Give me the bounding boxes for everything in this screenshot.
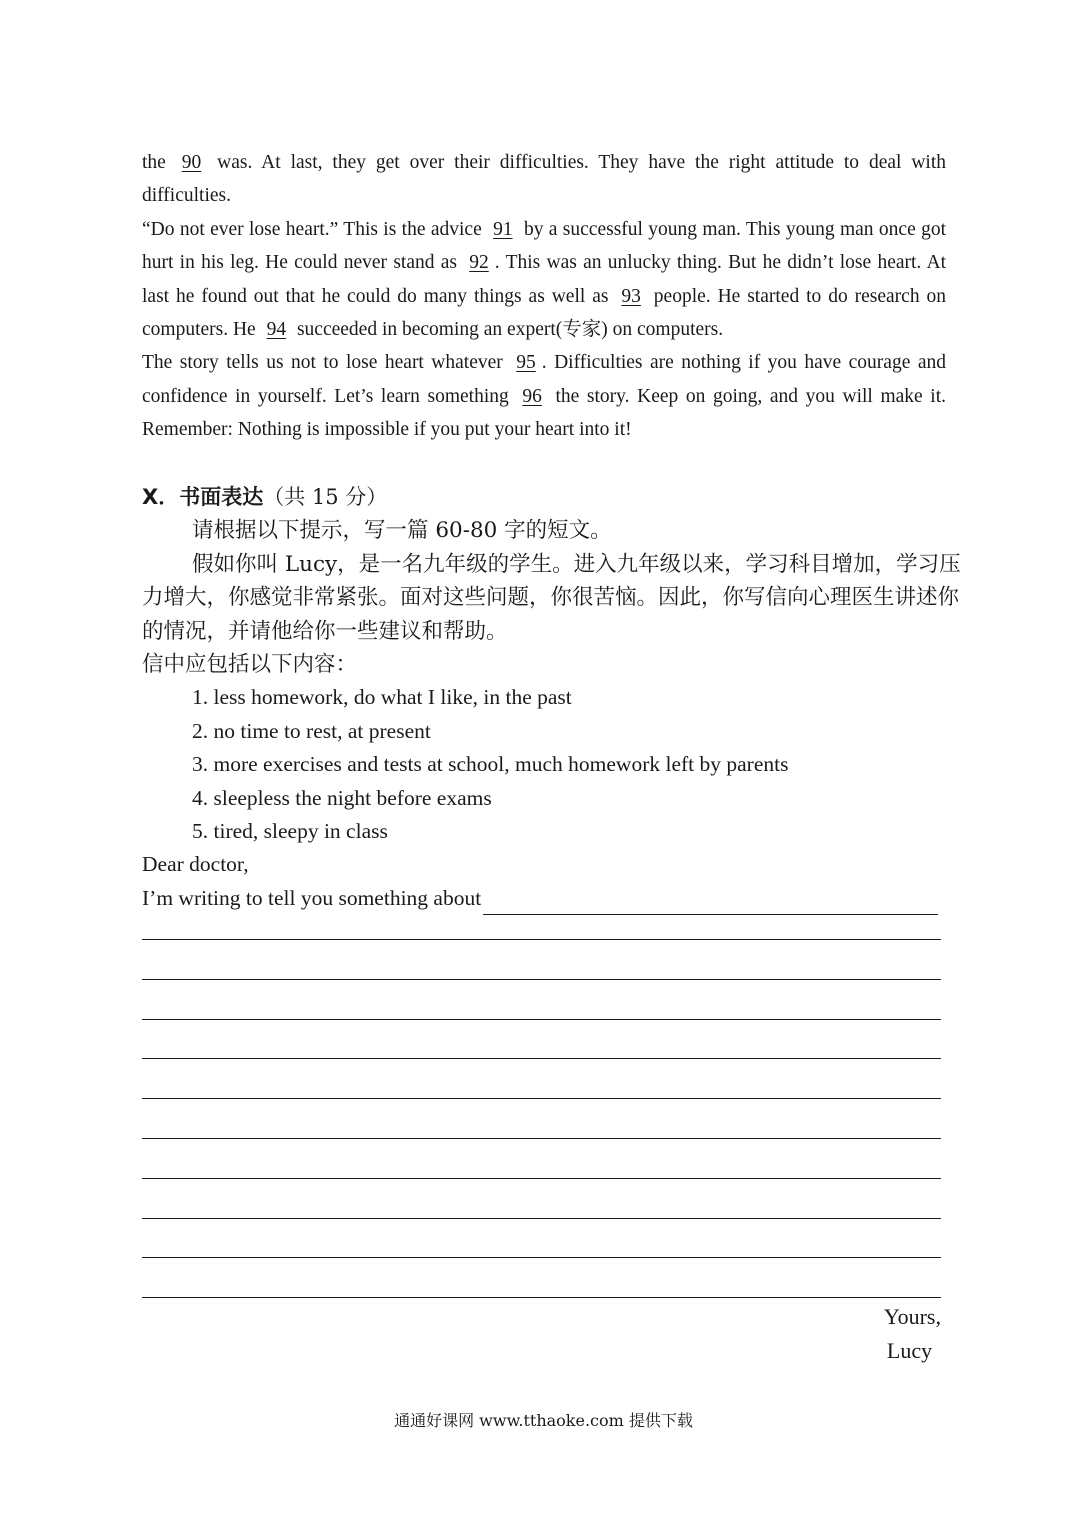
passage-text: people. He started to do research on computers. He: [142, 285, 946, 341]
answer-line: [142, 1258, 941, 1298]
passage-text: . Difficulties are nothing if you have courage and confidence in yourself. Let’s learn something: [142, 352, 946, 407]
letter-salutation: Dear doctor,: [142, 852, 249, 877]
prompt-item: 2. no time to rest, at present: [192, 718, 431, 743]
writing-instruction: 请根据以下提示，写一篇 60-80 字的短文。: [192, 518, 612, 544]
content-intro: 信中应包括以下内容：: [142, 652, 358, 678]
passage-paragraph-1: [142, 146, 946, 213]
prompt-item: 5. tired, sleepy in class: [192, 819, 388, 844]
cloze-passage: [142, 146, 946, 447]
answer-line: [142, 1059, 941, 1099]
prompt-item: 1. less homework, do what I like, in the past: [192, 685, 572, 710]
prompt-item: 3. more exercises and tests at school, much homework left by parents: [192, 752, 789, 777]
answer-lines: [142, 934, 941, 1298]
passage-text: The story tells us not to lose heart whatever: [142, 352, 511, 374]
letter-opening: I’m writing to tell you something about: [142, 885, 482, 910]
passage-paragraph-2: [142, 213, 946, 347]
blank-91: 91: [493, 218, 513, 240]
passage-text: succeeded in becoming an expert(专家) on computers.: [292, 319, 724, 341]
writing-scenario: 假如你叫 Lucy，是一名九年级的学生。进入九年级以来，学习科目增加，学习压力增大，你感觉非常紧张。面对这些问题，你很苦恼。因此，你写信向心理医生讲述你的情况，并请他给你一些建议和帮助。: [142, 551, 961, 644]
blank-96: 96: [522, 385, 542, 407]
answer-line: [142, 940, 941, 980]
blank-90: 90: [181, 152, 202, 173]
passage-text: by a successful young man. This young man once got hurt in his leg. He could never stand as: [142, 218, 946, 274]
blank-93: 93: [621, 285, 641, 307]
answer-line: [142, 980, 941, 1020]
passage-text: the: [142, 152, 176, 173]
answer-line: [142, 1179, 941, 1219]
signature: Lucy: [886, 1338, 933, 1363]
passage-text: “Do not ever lose heart.” This is the advice: [142, 218, 488, 240]
blank-94: 94: [266, 319, 287, 341]
blank-92: 92: [469, 252, 489, 274]
passage-text: . This was an unlucky thing. But he didn’t lose heart. At last he found out that he could do many things as well as: [142, 252, 946, 307]
answer-blank-line: [483, 890, 938, 915]
blank-95: 95: [516, 352, 536, 374]
answer-line: [142, 1219, 941, 1259]
passage-text: the story. Keep on going, and you will make it. Remember: Nothing is impossible if you put your heart into it!: [142, 385, 946, 441]
section-title: X．书面表达: [142, 485, 264, 509]
answer-line: [142, 1099, 941, 1139]
writing-section: [142, 481, 962, 915]
prompt-item: 4. sleepless the night before exams: [192, 785, 492, 810]
page-footer: 通通好课网 www.tthaoke.com 提供下载: [394, 1411, 693, 1430]
section-score: （共 15 分）: [263, 485, 388, 509]
passage-paragraph-3: [142, 346, 946, 446]
answer-line: [142, 1139, 941, 1179]
closing-phrase: Yours,: [883, 1304, 941, 1329]
answer-line: [142, 1020, 941, 1060]
letter-closing: [884, 1300, 941, 1368]
letter-opening-line: [142, 882, 938, 915]
passage-text: was. At last, they get over their difficulties. They have the right attitude to deal with difficulties.: [142, 152, 947, 207]
section-heading: [142, 481, 962, 514]
